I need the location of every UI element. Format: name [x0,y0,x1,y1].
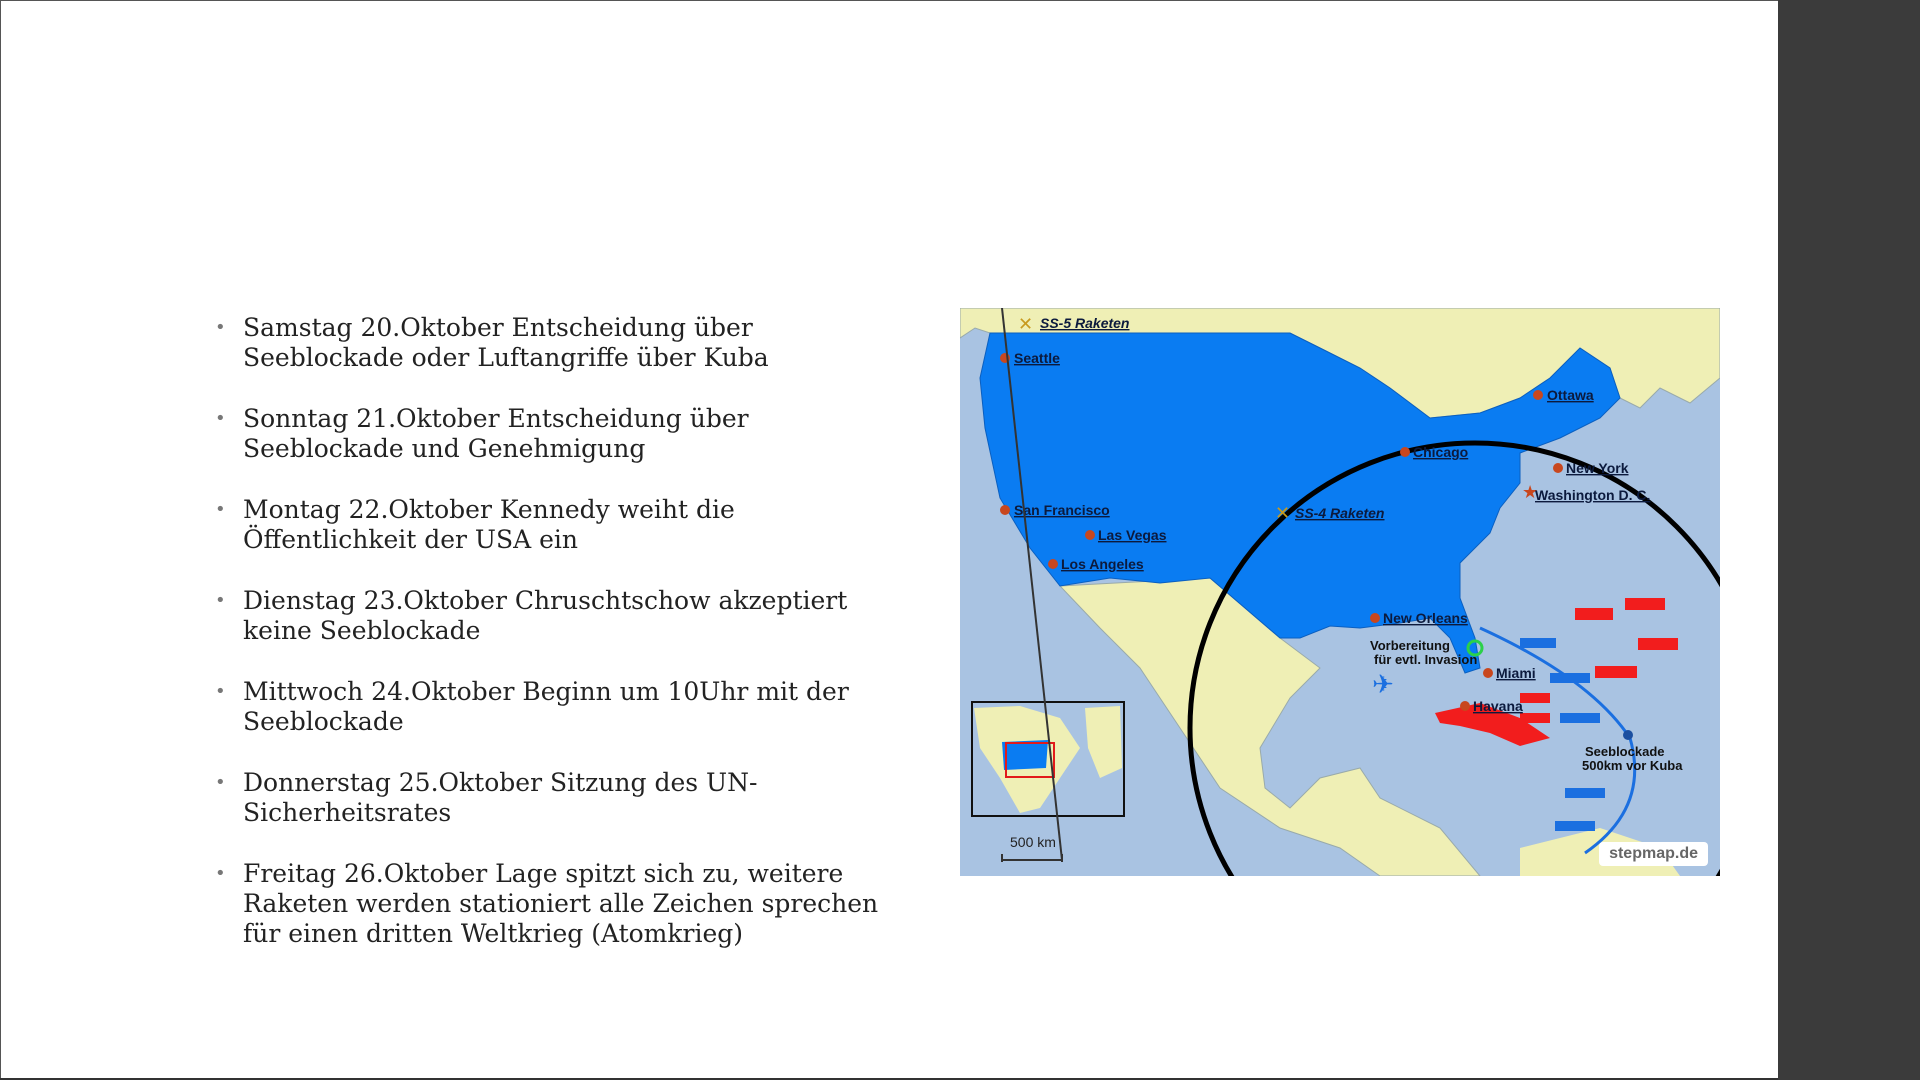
us-ship-icon [1560,713,1600,723]
city-label-neworleans: New Orleans [1383,610,1468,626]
city-marker-icon [1553,463,1563,473]
city-marker-icon [1000,505,1010,515]
city-label-seattle: Seattle [1014,350,1060,366]
item-line: keine Seeblockade [243,616,481,645]
blockade-marker-icon [1623,730,1633,740]
soviet-ship-icon [1625,598,1665,610]
capital-star-icon: ★ [1522,482,1539,503]
item-line: Donnerstag 25.Oktober Sitzung des UN- [243,768,758,797]
city-label-chicago: Chicago [1413,444,1469,460]
city-marker-icon [1400,447,1410,457]
bullet-icon: • [215,590,226,611]
item-line: Dienstag 23.Oktober Chruschtschow akzeptiert [243,586,848,615]
list-item [211,495,891,555]
bullet-icon: • [215,499,226,520]
list-item [211,586,891,646]
city-label-ottawa: Ottawa [1547,387,1594,403]
us-ship-icon [1555,821,1595,831]
item-line: Freitag 26.Oktober Lage spitzt sich zu, weitere [243,859,844,888]
list-item [211,404,891,464]
list-item [211,313,891,373]
blockade-label-line2: 500km vor Kuba [1582,758,1683,773]
list-item [211,768,891,828]
cuba-crisis-map [960,308,1720,876]
city-marker-icon [1048,559,1058,569]
city-label-losangeles: Los Angeles [1061,556,1144,572]
city-marker-icon [1460,701,1470,711]
item-line: Samstag 20.Oktober Entscheidung über [243,313,753,342]
soviet-ship-icon [1595,666,1637,678]
soviet-ship-icon [1575,608,1613,620]
inset-world-map [972,702,1124,816]
item-line: Montag 22.Oktober Kennedy weiht die [243,495,735,524]
blockade-label-line1: Seeblockade [1585,744,1665,759]
city-label-washington: Washington D. C. [1535,487,1651,503]
city-marker-icon [1085,530,1095,540]
item-line: Raketen werden stationiert alle Zeichen sprechen [243,889,879,918]
us-ship-icon [1565,788,1605,798]
bullet-icon: • [215,681,226,702]
item-line: Öffentlichkeit der USA ein [243,525,579,554]
plane-icon: ✈ [1372,670,1394,700]
city-label-sanfrancisco: San Francisco [1014,502,1110,518]
timeline-list [211,313,891,980]
city-label-miami: Miami [1496,665,1536,681]
scale-label: 500 km [1010,834,1056,850]
invasion-label-line2: für evtl. Invasion [1374,652,1478,667]
item-line: Seeblockade und Genehmigung [243,434,646,463]
city-marker-icon [1483,668,1493,678]
bullet-icon: • [215,317,226,338]
city-label-newyork: New York [1566,460,1629,476]
item-line: Sicherheitsrates [243,798,452,827]
list-item [211,677,891,737]
map-svg [960,308,1720,876]
ss5-label: SS-5 Raketen [1040,315,1130,331]
ss4-label: SS-4 Raketen [1295,505,1385,521]
soviet-ship-icon [1520,693,1550,703]
soviet-ship-icon [1638,638,1678,650]
bullet-icon: • [215,772,226,793]
us-ship-icon [1520,638,1556,648]
stepmap-watermark: stepmap.de [1599,842,1708,866]
missile-cross-icon: ✕ [1275,503,1291,524]
item-line: Sonntag 21.Oktober Entscheidung über [243,404,749,433]
presentation-sidebar [1778,0,1920,1080]
bullet-icon: • [215,863,226,884]
soviet-ship-icon [1520,713,1550,723]
item-line: für einen dritten Weltkrieg (Atomkrieg) [243,919,744,948]
city-label-lasvegas: Las Vegas [1098,527,1167,543]
city-marker-icon [1370,613,1380,623]
city-label-havana: Havana [1473,698,1523,714]
list-item [211,859,891,949]
us-ship-icon [1550,673,1590,683]
missile-cross-icon: ✕ [1018,314,1034,335]
bullet-icon: • [215,408,226,429]
invasion-label-line1: Vorbereitung [1370,638,1450,653]
city-marker-icon [1533,390,1543,400]
item-line: Seeblockade [243,707,404,736]
item-line: Seeblockade oder Luftangriffe über Kuba [243,343,769,372]
item-line: Mittwoch 24.Oktober Beginn um 10Uhr mit der [243,677,849,706]
